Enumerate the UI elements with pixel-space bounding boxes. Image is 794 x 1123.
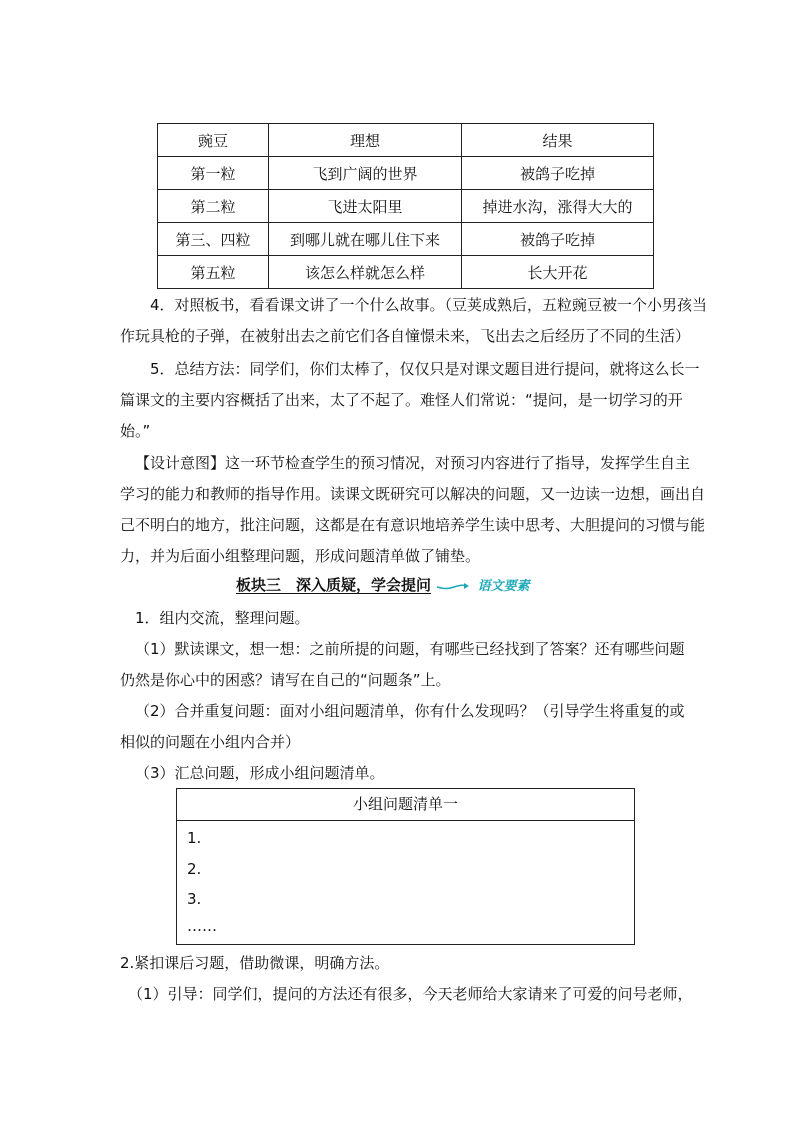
paragraph-story-summary [120, 290, 708, 352]
table-cell: 掉进水沟，涨得大大的 [462, 190, 654, 223]
text-line: 1．组内交流，整理问题。 [135, 609, 310, 627]
table-row [158, 256, 654, 289]
text-line: 始。” [120, 422, 151, 440]
paragraph-method-summary [120, 354, 700, 447]
text-line: 2.紧扣课后习题，借助微课，明确方法。 [120, 954, 390, 972]
table-cell: 第一粒 [158, 157, 269, 190]
question-item: 3. [187, 890, 202, 908]
section-heading [236, 574, 530, 598]
group-question-list-box [176, 788, 635, 945]
question-item: 1. [187, 829, 202, 847]
step-1-2 [120, 696, 685, 758]
text-line: 力，并为后面小组整理问题，形成问题清单做了铺垫。 [120, 547, 481, 565]
table-row [158, 190, 654, 223]
table-row [158, 157, 654, 190]
text-line: 篇课文的主要内容概括了出来，太了不起了。难怪人们常说：“提问，是一切学习的开 [120, 391, 683, 409]
table-cell: 第三、四粒 [158, 223, 269, 256]
table-cell: 被鸽子吃掉 [462, 223, 654, 256]
table-cell: 长大开花 [462, 256, 654, 289]
table-cell: 飞进太阳里 [269, 190, 462, 223]
step-2-1 [120, 979, 693, 1010]
table-header-row [158, 124, 654, 157]
text-line: 仍然是你心中的困惑？请写在自己的“问题条”上。 [120, 671, 451, 689]
table-cell: 第二粒 [158, 190, 269, 223]
text-line: （1）引导：同学们，提问的方法还有很多，今天老师给大家请来了可爱的问号老师， [128, 985, 693, 1003]
step-1-3 [120, 758, 676, 789]
table-row [158, 223, 654, 256]
table-cell: 到哪儿就在哪儿住下来 [269, 223, 462, 256]
step-1 [120, 603, 676, 634]
paragraph-design-intent [120, 448, 706, 572]
arrow-icon [436, 581, 470, 591]
section-title: 板块三 深入质疑，学会提问 [236, 576, 432, 594]
table-header-cell: 结果 [462, 124, 654, 157]
text-line: 5．总结方法：同学们，你们太棒了，仅仅只是对课文题目进行提问，就将这么长一 [150, 360, 700, 378]
text-line: 己不明白的地方，批注问题，这都是在有意识地培养学生读中思考、大胆提问的习惯与能 [120, 516, 706, 534]
text-line: （2）合并重复问题：面对小组问题清单，你有什么发现吗？（引导学生将重复的或 [135, 702, 685, 720]
table-cell: 第五粒 [158, 256, 269, 289]
question-item: 2. [187, 860, 202, 878]
table-cell: 飞到广阔的世界 [269, 157, 462, 190]
text-line: 学习的能力和教师的指导作用。读课文既研究可以解决的问题，又一边读一边想，画出自 [120, 485, 706, 503]
step-2 [120, 948, 676, 979]
text-line: 作玩具枪的子弹，在被射出去之前它们各自憧憬未来，飞出去之后经历了不同的生活） [120, 327, 691, 345]
question-list-title: 小组问题清单一 [177, 789, 634, 821]
table-header-cell: 豌豆 [158, 124, 269, 157]
text-line: 【设计意图】这一环节检查学生的预习情况，对预习内容进行了指导，发挥学生自主 [135, 454, 691, 472]
text-line: （3）汇总问题，形成小组问题清单。 [135, 764, 385, 782]
table-cell: 该怎么样就怎么样 [269, 256, 462, 289]
text-line: （1）默读课文，想一想：之前所提的问题，有哪些已经找到了答案？还有哪些问题 [135, 640, 685, 658]
section-tag: 语文要素 [477, 579, 530, 594]
pea-dreams-table [157, 123, 654, 289]
question-item: …… [187, 917, 217, 935]
table-header-cell: 理想 [269, 124, 462, 157]
text-line: 相似的问题在小组内合并） [120, 733, 301, 751]
table-cell: 被鸽子吃掉 [462, 157, 654, 190]
text-line: 4．对照板书，看看课文讲了一个什么故事。（豆荚成熟后，五粒豌豆被一个小男孩当 [150, 296, 708, 314]
step-1-1 [120, 634, 685, 696]
